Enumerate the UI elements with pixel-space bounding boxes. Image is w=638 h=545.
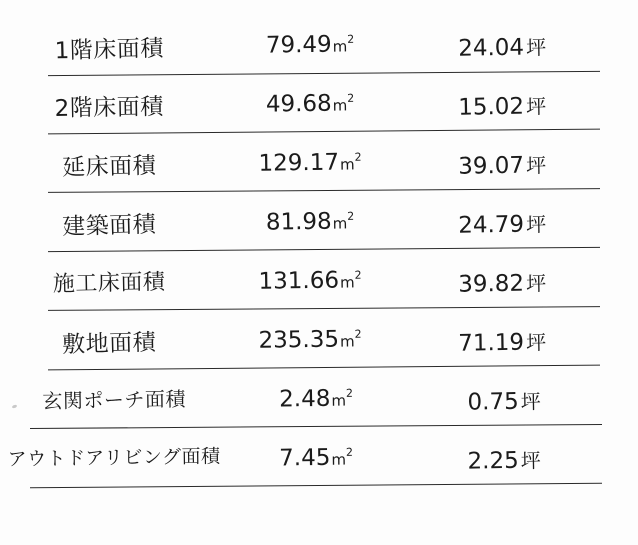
tsubo-value: 24.79 bbox=[457, 211, 525, 239]
sqm-value: 131.66 bbox=[258, 267, 340, 295]
sqm-value: 81.98 bbox=[265, 208, 332, 236]
tsubo-value: 39.07 bbox=[457, 152, 525, 180]
row-label: 延床面積 bbox=[61, 152, 157, 182]
tsubo-unit: 坪 bbox=[525, 212, 547, 237]
sqm-unit: m bbox=[331, 391, 347, 410]
row-area-tsubo bbox=[402, 252, 603, 298]
sqm-value: 235.35 bbox=[258, 326, 340, 354]
tsubo-unit: 坪 bbox=[525, 35, 547, 60]
sqm-value: 79.49 bbox=[265, 31, 332, 59]
tsubo-value: 24.04 bbox=[457, 34, 525, 62]
table-row bbox=[0, 136, 638, 195]
row-area-tsubo bbox=[402, 134, 603, 180]
row-label: アウトドアリビング面積 bbox=[7, 445, 221, 471]
tsubo-value: 39.82 bbox=[457, 270, 525, 298]
row-area-tsubo bbox=[402, 16, 603, 62]
sqm-value: 7.45 bbox=[278, 444, 331, 472]
table-row bbox=[0, 77, 638, 136]
row-area-sqm bbox=[218, 17, 403, 60]
table-row bbox=[0, 313, 638, 372]
sqm-exponent: 2 bbox=[347, 32, 355, 46]
area-table bbox=[0, 18, 638, 490]
sqm-value: 129.17 bbox=[258, 149, 340, 177]
sqm-value: 2.48 bbox=[278, 385, 331, 413]
sqm-unit: m bbox=[332, 214, 348, 233]
tsubo-unit: 坪 bbox=[525, 94, 547, 119]
sqm-exponent: 2 bbox=[345, 445, 354, 459]
sqm-unit: m bbox=[339, 155, 355, 174]
row-area-sqm bbox=[218, 76, 403, 119]
row-area-tsubo bbox=[402, 193, 603, 239]
tsubo-value: 2.25 bbox=[467, 447, 519, 475]
tsubo-value: 71.19 bbox=[457, 329, 525, 357]
table-row bbox=[0, 254, 638, 313]
table-row bbox=[0, 18, 638, 77]
sqm-exponent: 2 bbox=[354, 268, 362, 282]
row-label: 建築面積 bbox=[61, 211, 157, 241]
tsubo-unit: 坪 bbox=[520, 448, 541, 473]
row-area-sqm bbox=[228, 371, 405, 413]
sqm-exponent: 2 bbox=[347, 209, 355, 223]
tsubo-value: 0.75 bbox=[467, 388, 519, 416]
row-area-tsubo bbox=[402, 311, 603, 357]
row-area-tsubo bbox=[404, 370, 605, 416]
row-area-sqm bbox=[218, 253, 403, 296]
sqm-unit: m bbox=[332, 37, 348, 56]
sqm-unit: m bbox=[332, 96, 348, 115]
sqm-exponent: 2 bbox=[345, 386, 354, 400]
row-label: 1階床面積 bbox=[54, 35, 165, 65]
sqm-exponent: 2 bbox=[347, 91, 355, 105]
tsubo-value: 15.02 bbox=[457, 93, 525, 121]
sqm-exponent: 2 bbox=[354, 327, 362, 341]
table-row bbox=[0, 431, 638, 490]
row-label: 玄関ポーチ面積 bbox=[42, 386, 187, 414]
tsubo-unit: 坪 bbox=[525, 153, 547, 178]
table-row bbox=[0, 372, 638, 431]
sqm-unit: m bbox=[339, 332, 355, 351]
table-row bbox=[0, 195, 638, 254]
row-area-sqm bbox=[228, 430, 405, 472]
row-label: 敷地面積 bbox=[61, 329, 157, 359]
tsubo-unit: 坪 bbox=[520, 389, 541, 414]
row-label: 施工床面積 bbox=[52, 269, 166, 298]
sqm-value: 49.68 bbox=[265, 90, 332, 118]
row-area-tsubo bbox=[404, 429, 605, 475]
row-label: 2階床面積 bbox=[54, 94, 164, 122]
tsubo-unit: 坪 bbox=[525, 330, 547, 355]
row-area-tsubo bbox=[402, 75, 603, 121]
row-area-sqm bbox=[218, 194, 403, 237]
tsubo-unit: 坪 bbox=[525, 271, 547, 296]
row-area-sqm bbox=[218, 312, 403, 355]
sqm-exponent: 2 bbox=[354, 150, 362, 164]
sqm-unit: m bbox=[339, 273, 355, 292]
sqm-unit: m bbox=[331, 450, 347, 469]
row-area-sqm bbox=[218, 135, 403, 178]
